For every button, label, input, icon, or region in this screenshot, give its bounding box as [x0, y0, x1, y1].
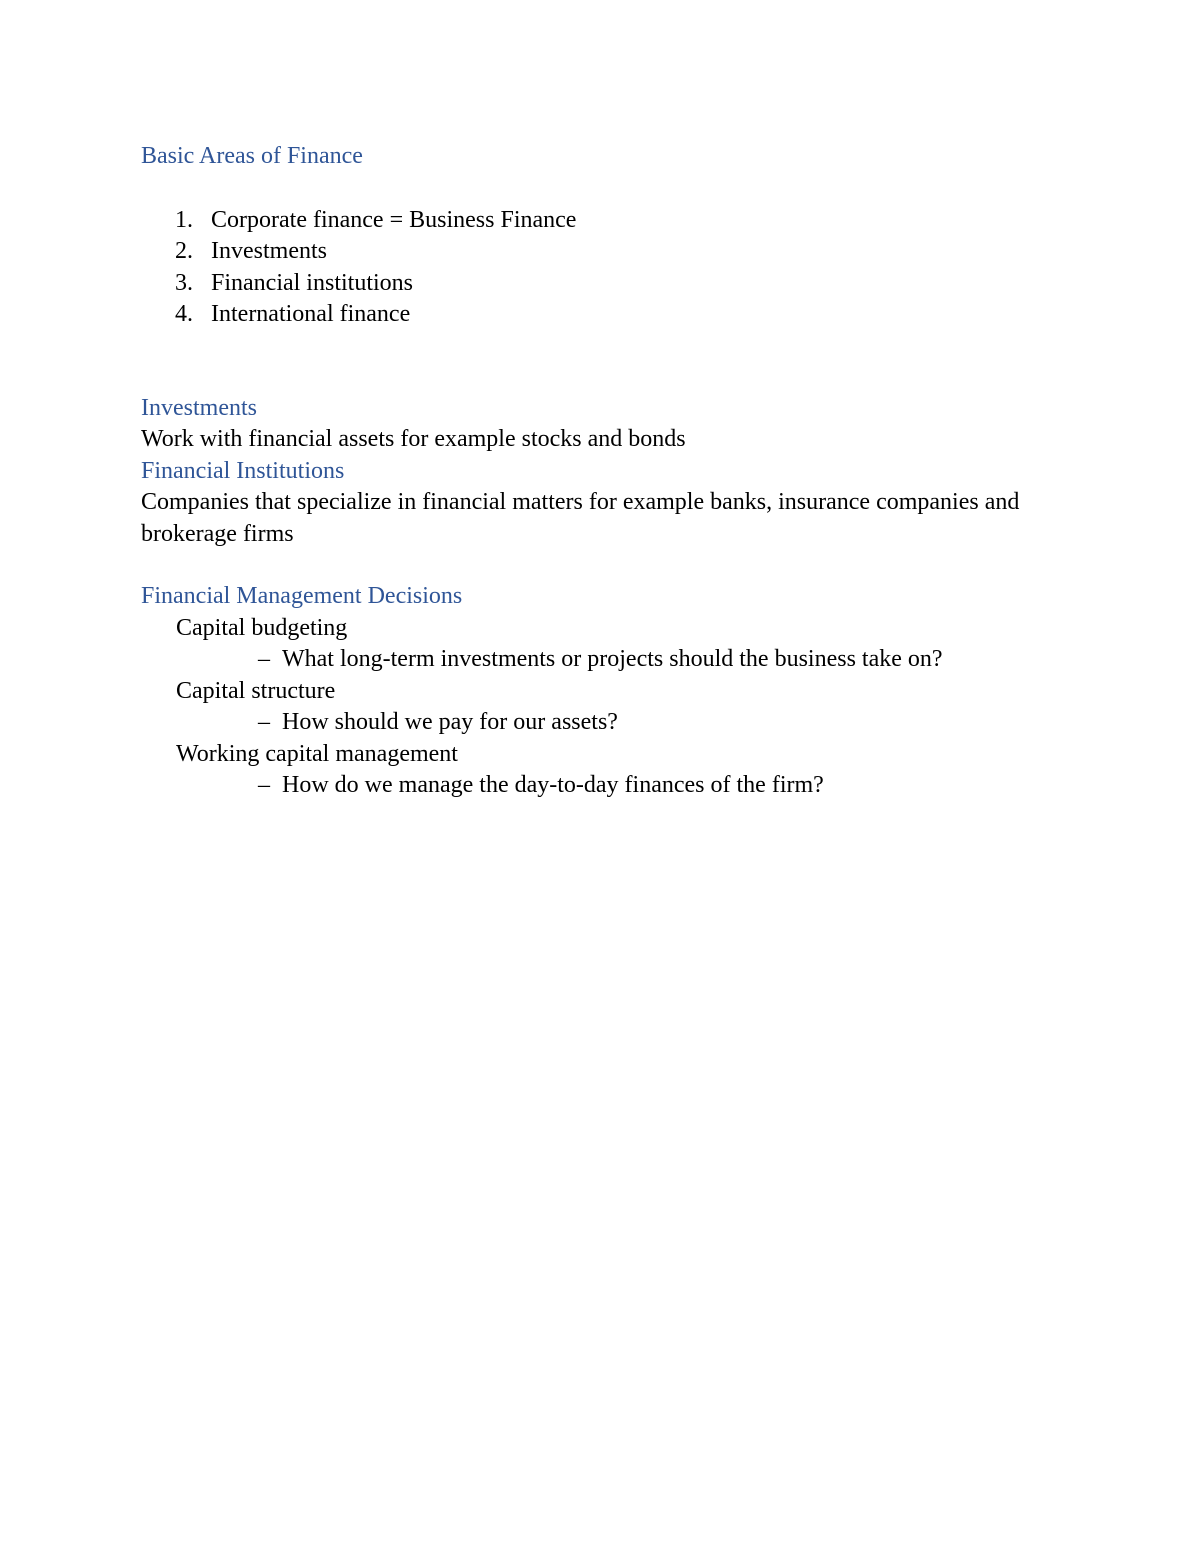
- list-item-number: 2.: [175, 238, 193, 264]
- basic-areas-list: [141, 205, 1061, 331]
- dash-bullet: –: [258, 709, 270, 735]
- list-item-number: 1.: [175, 206, 193, 233]
- investments-description: Work with financial assets for example stocks and bonds: [141, 426, 686, 452]
- investments-heading: Investments: [141, 394, 257, 421]
- decision-question-text: How should we pay for our assets?: [282, 709, 618, 735]
- decision-question: [141, 644, 1061, 676]
- list-item: [141, 205, 1061, 237]
- list-item-text: Corporate finance = Business Finance: [211, 206, 577, 233]
- list-item-text: Financial institutions: [211, 269, 413, 296]
- decision-label: Working capital management: [176, 740, 458, 767]
- dash-bullet: –: [258, 772, 270, 798]
- decision-question-text: How do we manage the day-to-day finances of the firm?: [282, 772, 824, 798]
- document-content: [141, 141, 1061, 802]
- decision-question: [141, 770, 1061, 802]
- dash-bullet: –: [258, 646, 270, 672]
- list-item: [141, 268, 1061, 300]
- list-item-text: Investments: [211, 238, 327, 264]
- institutions-heading: Financial Institutions: [141, 457, 345, 484]
- decision-label: Capital structure: [176, 677, 336, 704]
- decision-label: Capital budgeting: [176, 614, 348, 641]
- decision-question-text: What long-term investments or projects should the business take on?: [282, 646, 943, 672]
- list-item: [141, 236, 1061, 268]
- basic-areas-heading: Basic Areas of Finance: [141, 143, 363, 169]
- decisions-heading: Financial Management Decisions: [141, 583, 463, 609]
- list-item-text: International finance: [211, 301, 411, 327]
- decision-question: [141, 707, 1061, 739]
- list-item: [141, 299, 1061, 331]
- institutions-description: Companies that specialize in financial matters for example banks, insurance companies and brokerage firms: [141, 489, 1020, 547]
- list-item-number: 3.: [175, 269, 193, 296]
- list-item-number: 4.: [175, 301, 193, 327]
